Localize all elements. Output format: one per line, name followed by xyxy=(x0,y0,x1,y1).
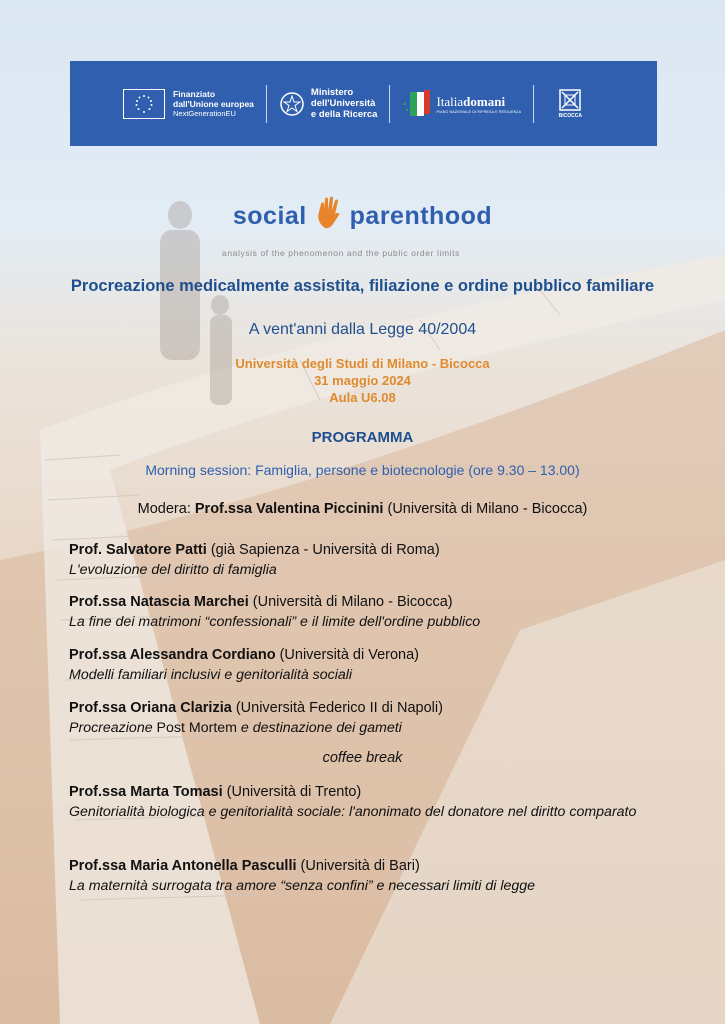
speaker-item xyxy=(69,782,669,822)
eu-flag-icon xyxy=(123,89,165,119)
speaker-affiliation: (Università di Verona) xyxy=(275,647,420,663)
speaker-item xyxy=(69,698,669,738)
logo-tagline: analysis of the phenomenon and the public order limits xyxy=(222,248,460,258)
hand-icon xyxy=(313,196,343,230)
speaker-name: Prof.ssa Maria Antonella Pasculli xyxy=(69,858,297,874)
speaker-affiliation: (Università Federico II di Napoli) xyxy=(231,700,443,716)
coffee-break: coffee break xyxy=(322,750,403,766)
eu-funding-logo xyxy=(123,89,254,119)
ministry-line3: e della Ricerca xyxy=(310,109,378,120)
italia-part1: Italia xyxy=(436,93,464,109)
speaker-affiliation: (già Sapienza - Università di Roma) xyxy=(206,542,440,558)
ministry-logo xyxy=(279,87,378,120)
divider xyxy=(389,85,390,123)
social-parenthood-logo xyxy=(0,196,725,231)
speaker-name: Prof. Salvatore Patti xyxy=(69,542,207,558)
bicocca-emblem-icon xyxy=(558,88,582,112)
speaker-name: Prof.ssa Oriana Clarizia xyxy=(69,700,232,716)
event-subtitle: A vent'anni dalla Legge 40/2004 xyxy=(248,321,477,338)
moderator-line xyxy=(0,501,725,517)
venue-university: Università degli Studi di Milano - Bicocca xyxy=(235,356,490,371)
eu-line3: NextGenerationEU xyxy=(173,108,236,118)
event-title: Procreazione medicalmente assistita, filiazione e ordine pubblico familiare xyxy=(70,277,655,295)
venue-block xyxy=(0,355,725,406)
moderator-affiliation: (Università di Milano - Bicocca) xyxy=(383,501,588,517)
speaker-item xyxy=(69,645,669,685)
talk-title: Procreazione Post Mortem e destinazione dei gameti xyxy=(69,720,402,736)
divider xyxy=(533,85,534,123)
italia-part2: domani xyxy=(463,93,506,109)
venue-date: 31 maggio 2024 xyxy=(314,373,411,388)
divider xyxy=(266,85,267,123)
speaker-name: Prof.ssa Natascia Marchei xyxy=(69,594,249,610)
talk-title: Genitorialità biologica e genitorialità sociale: l'anonimato del donatore nel diritto comparato xyxy=(69,804,637,820)
eu-line2: dall'Unione europea xyxy=(173,98,254,109)
logo-left: social xyxy=(232,202,307,230)
speaker-item xyxy=(69,592,669,632)
bicocca-label: BICOCCA xyxy=(558,113,582,119)
italia-sub: PIANO NAZIONALE DI RIPRESA E RESILIENZA xyxy=(436,109,522,114)
eu-line1: Finanziato xyxy=(173,88,216,99)
talk-title: La fine dei matrimoni “confessionali” e il limite dell'ordine pubblico xyxy=(69,614,481,630)
session-title: Morning session: Famiglia, persone e biotecnologie (ore 9.30 – 13.00) xyxy=(145,462,580,478)
funding-banner xyxy=(70,61,657,146)
speaker-affiliation: (Università di Milano - Bicocca) xyxy=(248,594,453,610)
bicocca-logo xyxy=(558,88,582,119)
speaker-name: Prof.ssa Marta Tomasi xyxy=(69,784,223,800)
speaker-affiliation: (Università di Bari) xyxy=(296,858,420,874)
talk-title: La maternità surrogata tra amore “senza confini” e necessari limiti di legge xyxy=(69,878,536,894)
talk-title: L'evoluzione del diritto di famiglia xyxy=(69,562,277,578)
logo-right: parenthood xyxy=(349,202,493,230)
speaker-item xyxy=(69,856,669,896)
moderator-name: Prof.ssa Valentina Piccinini xyxy=(194,501,384,517)
speaker-item xyxy=(69,540,669,580)
talk-title: Modelli familiari inclusivi e genitorialità sociali xyxy=(69,667,353,683)
ministry-line2: dell'Università xyxy=(310,98,376,109)
speaker-name: Prof.ssa Alessandra Cordiano xyxy=(69,647,276,663)
italiadomani-logo xyxy=(402,90,521,118)
venue-room: Aula U6.08 xyxy=(329,390,396,405)
moderator-prefix: Modera: xyxy=(137,501,195,517)
program-heading: PROGRAMMA xyxy=(311,429,414,446)
speaker-affiliation: (Università di Trento) xyxy=(222,784,362,800)
italy-flag-icon xyxy=(402,90,432,118)
ministry-line1: Ministero xyxy=(310,87,354,98)
ministry-emblem-icon xyxy=(279,91,305,117)
